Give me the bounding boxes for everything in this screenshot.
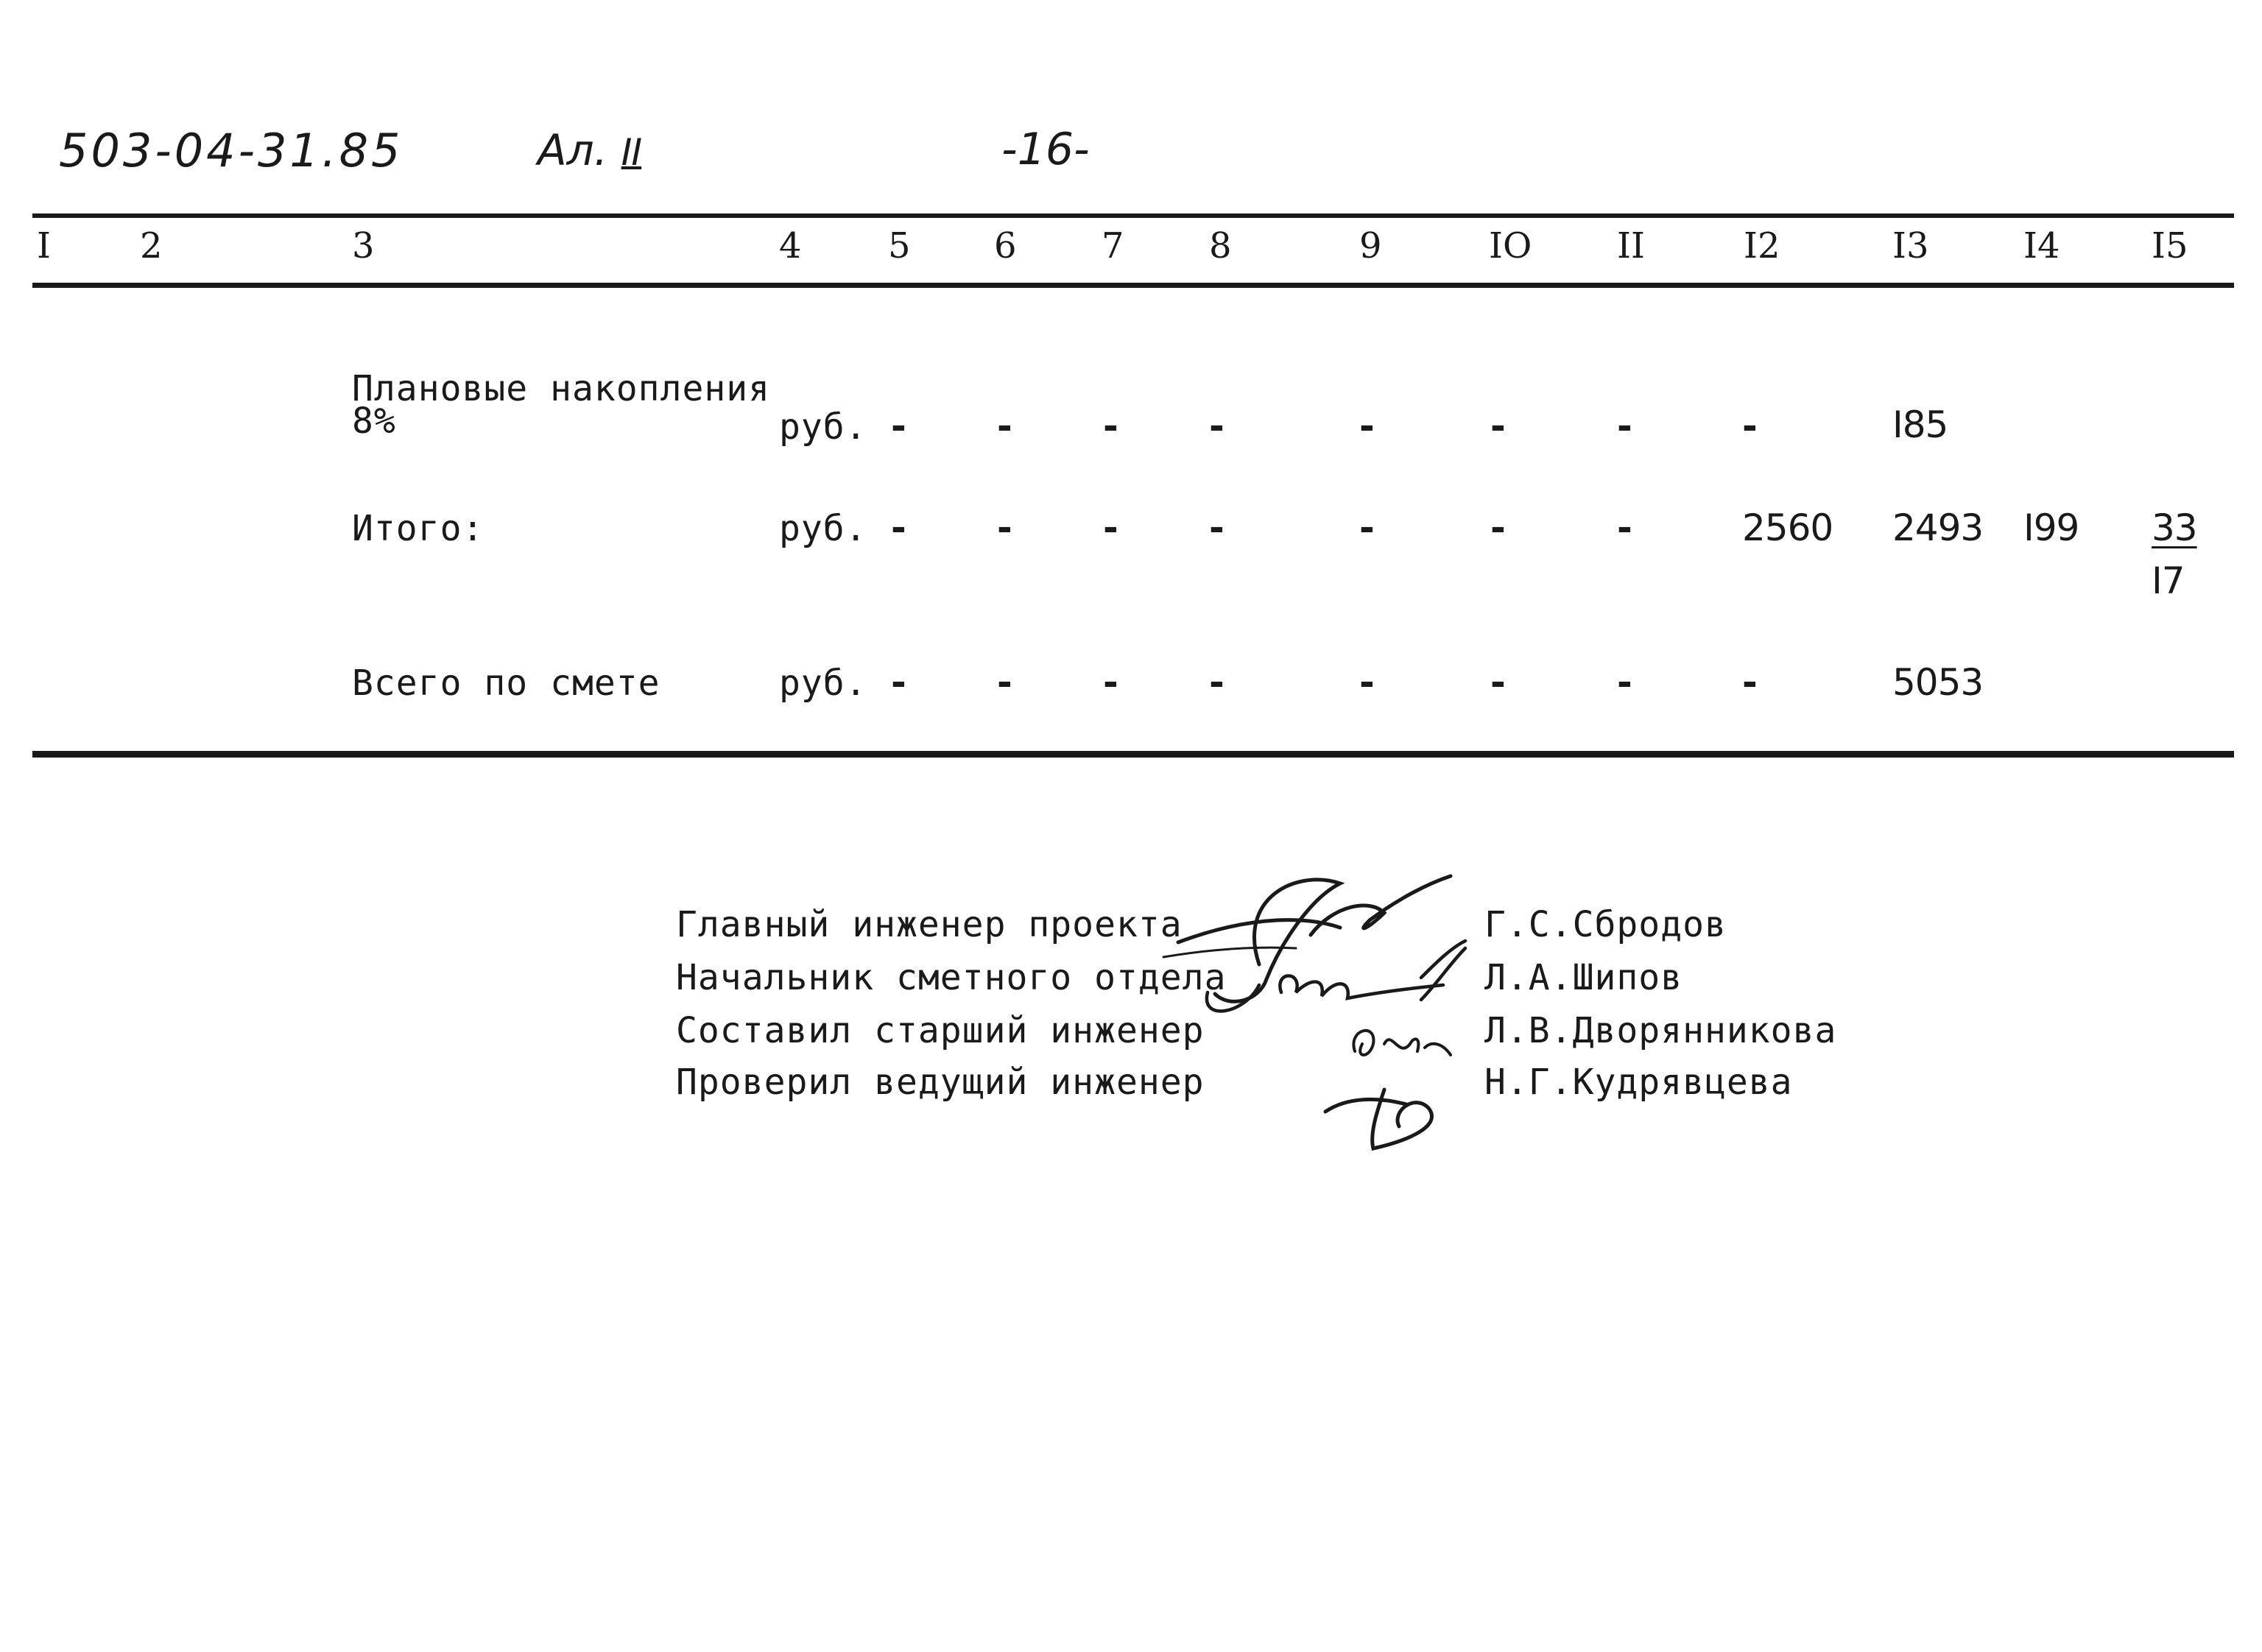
column-number: 8 (1209, 225, 1232, 266)
column-number: 9 (1359, 225, 1382, 266)
column-number: II (1617, 225, 1645, 266)
row-unit: руб. (779, 663, 867, 704)
cell-value-denominator: I7 (2152, 560, 2185, 602)
column-number: 4 (779, 225, 802, 266)
cell-dash: - (1359, 506, 1375, 549)
cell-dash: - (891, 661, 906, 704)
cell-dash: - (997, 405, 1012, 448)
cell-dash: - (891, 506, 906, 549)
cell-dash: - (1490, 661, 1506, 704)
column-number: I3 (1892, 225, 1929, 266)
column-number: I2 (1744, 225, 1780, 266)
sheet-number: II (621, 131, 642, 174)
cell-dash: - (1209, 405, 1225, 448)
cell-value: 2493 (1892, 506, 1984, 549)
cell-dash: - (1617, 405, 1632, 448)
signer-title: Проверил ведущий инженер (676, 1062, 1205, 1103)
column-number: 7 (1102, 225, 1124, 266)
sheet-label-text: Ал. (538, 125, 608, 175)
cell-value: 2560 (1742, 506, 1833, 549)
signer-title: Составил старший инженер (676, 1010, 1205, 1051)
row-label: Итого: (352, 508, 485, 549)
cell-value: 5053 (1892, 661, 1984, 704)
cell-value-numerator: 33 (2152, 506, 2197, 549)
signer-name: Л.А.Шипов (1484, 957, 1683, 998)
cell-dash: - (1742, 661, 1758, 704)
cell-dash: - (1617, 506, 1632, 549)
column-number: I4 (2023, 225, 2060, 266)
column-number: I5 (2152, 225, 2188, 266)
cell-dash: - (1103, 405, 1118, 448)
cell-dash: - (997, 506, 1012, 549)
cell-dash: - (891, 405, 906, 448)
row-label: Плановые накопления (352, 368, 771, 409)
row-label: Всего по смете (352, 663, 660, 704)
signer-name: Л.В.Дворянникова (1484, 1010, 1837, 1051)
document-code: 503-04-31.85 (59, 124, 404, 177)
row-unit: руб. (779, 508, 867, 549)
cell-dash: - (1490, 405, 1506, 448)
column-number: 5 (888, 225, 911, 266)
table-header-rule (32, 283, 2234, 288)
cell-dash: - (997, 661, 1012, 704)
row-label-rate: 8% (352, 400, 396, 442)
table-top-rule (32, 213, 2234, 218)
cell-value: I85 (1892, 403, 1948, 446)
signer-title: Главный инженер проекта (676, 904, 1183, 945)
column-number: 6 (994, 225, 1017, 266)
cell-dash: - (1617, 661, 1632, 704)
signature-senior-engineer (1340, 1014, 1458, 1073)
signature-lead-engineer (1318, 1067, 1465, 1163)
column-number: 3 (352, 225, 375, 266)
cell-dash: - (1103, 506, 1118, 549)
column-number: 2 (140, 225, 163, 266)
column-number: I (37, 225, 51, 266)
signer-name: Г.С.Сбродов (1484, 904, 1727, 945)
cell-value: I99 (2023, 506, 2079, 549)
cell-dash: - (1359, 405, 1375, 448)
page-number: -16- (1001, 124, 1090, 175)
cell-dash: - (1209, 506, 1225, 549)
cell-dash: - (1209, 661, 1225, 704)
cell-dash: - (1742, 405, 1758, 448)
column-number: IO (1489, 225, 1532, 266)
table-bottom-rule (32, 751, 2234, 758)
cell-dash: - (1490, 506, 1506, 549)
row-unit: руб. (779, 406, 867, 448)
sheet-label (538, 125, 641, 175)
signer-title: Начальник сметного отдела (676, 957, 1227, 998)
signer-name: Н.Г.Кудрявцева (1484, 1062, 1793, 1103)
cell-dash: - (1103, 661, 1118, 704)
cell-dash: - (1359, 661, 1375, 704)
